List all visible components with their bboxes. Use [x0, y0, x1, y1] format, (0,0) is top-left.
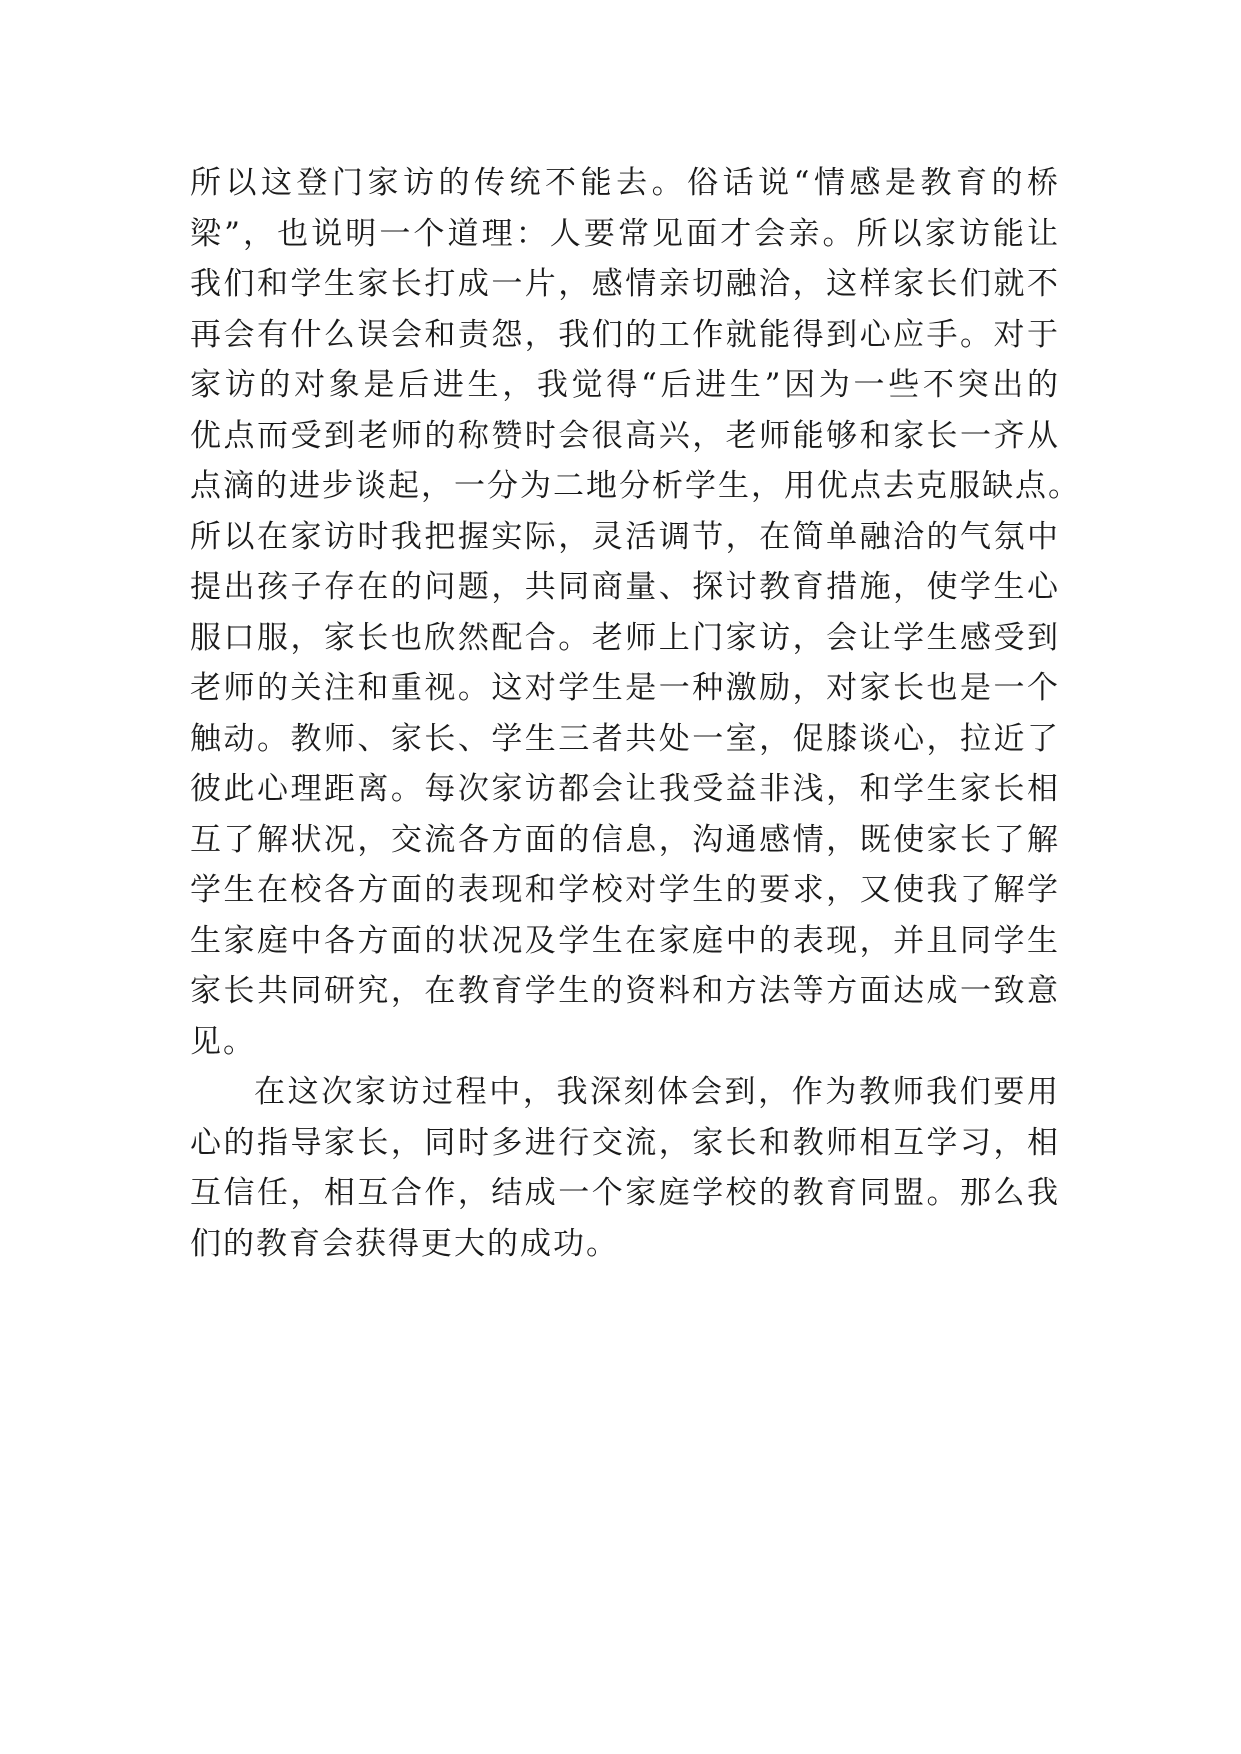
text-line: 优点而受到老师的称赞时会很高兴，老师能够和家长一齐从 — [190, 417, 1060, 454]
text-line: 家访的对象是后进生，我觉得“后进生”因为一些不突出的 — [190, 367, 1060, 403]
paragraph-2 — [190, 1067, 1060, 1269]
text-line: 所以这登门家访的传统不能去。俗话说“情感是教育的桥 — [190, 165, 1060, 201]
text-line: 家长共同研究，在教育学生的资料和方法等方面达成一致意 — [190, 973, 1060, 1009]
text-line: 触动。教师、家长、学生三者共处一室，促膝谈心，拉近了 — [190, 720, 1060, 757]
text-line: 老师的关注和重视。这对学生是一种激励，对家长也是一个 — [190, 670, 1060, 706]
text-line: 点滴的进步谈起，一分为二地分析学生，用优点去克服缺点。 — [190, 468, 1081, 504]
text-line: 在这次家访过程中，我深刻体会到，作为教师我们要用 — [254, 1074, 1060, 1110]
text-line: 见。 — [190, 1023, 256, 1060]
text-line: 梁”，也说明一个道理：人要常见面才会亲。所以家访能让 — [190, 215, 1060, 252]
text-line: 彼此心理距离。每次家访都会让我受益非浅，和学生家长相 — [190, 771, 1060, 807]
text-line: 提出孩子存在的问题，共同商量、探讨教育措施，使学生心 — [190, 569, 1060, 605]
text-line: 们的教育会获得更大的成功。 — [190, 1225, 619, 1262]
text-line: 心的指导家长，同时多进行交流，家长和教师相互学习，相 — [190, 1124, 1060, 1161]
text-line: 再会有什么误会和责怨，我们的工作就能得到心应手。对于 — [190, 316, 1060, 353]
text-line: 服口服，家长也欣然配合。老师上门家访，会让学生感受到 — [190, 619, 1060, 656]
text-line: 我们和学生家长打成一片，感情亲切融洽，这样家长们就不 — [190, 266, 1060, 302]
text-line: 生家庭中各方面的状况及学生在家庭中的表现，并且同学生 — [190, 922, 1060, 959]
paragraph-1 — [190, 158, 1081, 1067]
document-body — [190, 158, 1081, 1269]
text-line: 所以在家访时我把握实际，灵活调节，在简单融洽的气氛中 — [190, 518, 1060, 555]
text-line: 互了解状况，交流各方面的信息，沟通感情，既使家长了解 — [190, 821, 1060, 858]
text-line: 互信任，相互合作，结成一个家庭学校的教育同盟。那么我 — [190, 1175, 1060, 1211]
text-line: 学生在校各方面的表现和学校对学生的要求，又使我了解学 — [190, 872, 1060, 908]
